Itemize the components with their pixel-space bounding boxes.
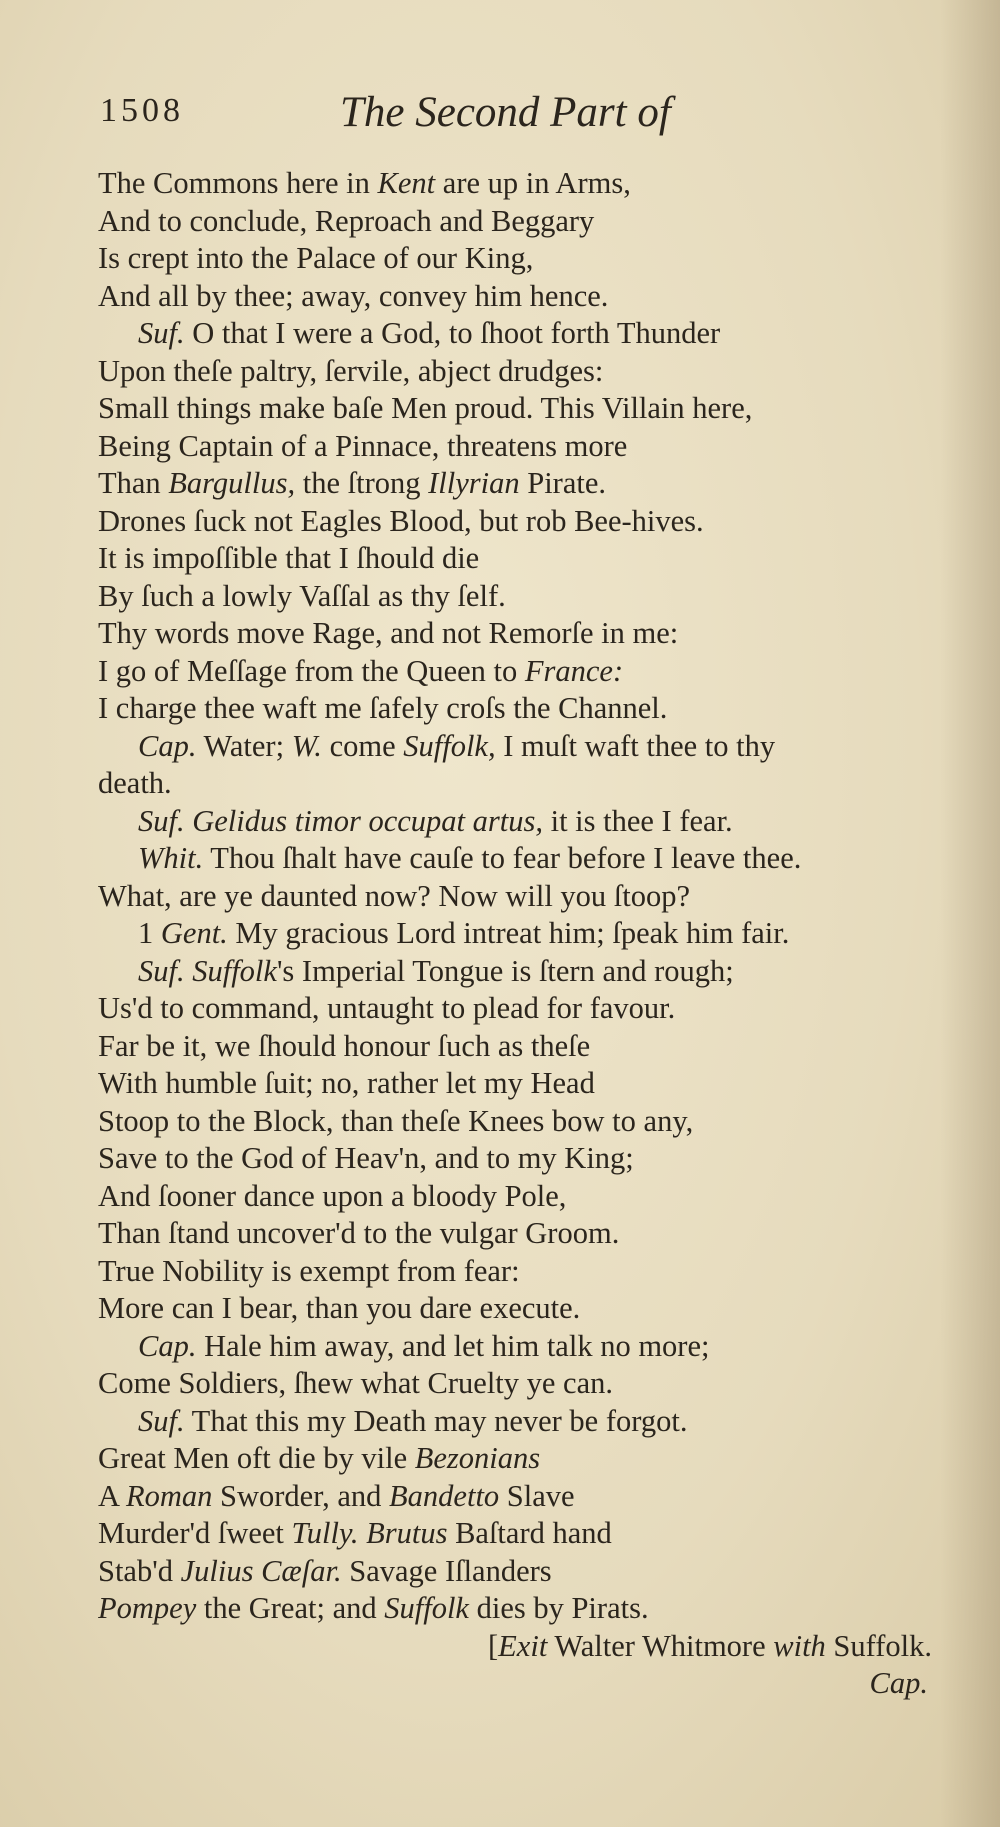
text-span: Murder'd ſweet [98, 1516, 292, 1550]
text-span: Save to the God of Heav'n, and to my King; [98, 1141, 634, 1175]
italic-text: with [773, 1628, 826, 1663]
italic-text: Suf. [138, 316, 185, 350]
text-line [98, 1253, 968, 1291]
text-line [98, 465, 968, 503]
text-span: [ [488, 1628, 499, 1663]
text-span: Stab'd [98, 1553, 181, 1588]
text-span: Being Captain of a Pinnace, threatens more [98, 428, 628, 463]
text-line [98, 615, 968, 653]
text-line [98, 1553, 968, 1591]
text-line [98, 578, 968, 616]
text-line [98, 1065, 968, 1103]
text-line [98, 1103, 968, 1141]
text-line [98, 990, 968, 1028]
text-line [98, 915, 968, 953]
text-line [98, 503, 968, 541]
italic-text: Julius Cæſar. [180, 1553, 342, 1588]
italic-text: Suf. [138, 1403, 185, 1438]
text-line [98, 1290, 968, 1328]
text-line [98, 353, 968, 391]
text-line [98, 728, 968, 766]
text-span: And all by thee; away, convey him hence. [98, 278, 609, 313]
italic-text: Bargullus, [168, 466, 296, 500]
italic-text: Cap. [138, 1328, 197, 1363]
text-span: More can I bear, than you dare execute. [98, 1291, 581, 1325]
text-span: Walter Whitmore [547, 1628, 774, 1663]
text-span: Stoop to the Block, than theſe Knees bow to any, [98, 1103, 694, 1138]
text-span: Sworder, and [212, 1478, 390, 1513]
text-span: Than ſtand uncover'd to the vulgar Groom. [98, 1216, 620, 1250]
text-line [98, 653, 968, 691]
text-span: True Nobility is exempt from fear: [98, 1253, 520, 1288]
page-header [100, 89, 960, 152]
play-text [98, 165, 968, 1703]
text-line [98, 278, 968, 316]
italic-text: France: [524, 653, 624, 688]
italic-text: Brutus [366, 1516, 448, 1550]
italic-text: Whit. [138, 841, 204, 875]
text-span: And to conclude, Reproach and Beggary [98, 203, 595, 238]
text-line [98, 1440, 968, 1478]
text-span: It is impoſſible that I ſhould die [98, 541, 480, 575]
text-span: Come Soldiers, ſhew what Cruelty ye can. [98, 1366, 614, 1400]
italic-text: Cap. [138, 728, 197, 763]
page-number: 1508 [100, 92, 184, 129]
text-span: The Commons here in [98, 166, 378, 200]
text-span: Drones ſuck not Eagles Blood, but rob Bee-hives. [98, 503, 704, 538]
text-line [98, 240, 968, 278]
italic-text: Gent. [160, 916, 228, 950]
text-line [98, 1590, 968, 1628]
catchword: Cap. [869, 1666, 928, 1700]
text-span: I charge thee waft me ſafely croſs the Channel. [98, 691, 668, 725]
text-span: I muſt waft thee to thy [495, 728, 776, 763]
italic-text: Bandetto [389, 1478, 500, 1513]
text-span: Hale him away, and let him talk no more; [196, 1328, 710, 1363]
text-span: Slave [499, 1478, 575, 1513]
text-line [98, 878, 968, 916]
italic-text: Suf. Gelidus timor occupat artus, [138, 803, 543, 838]
text-span: Water; [196, 728, 292, 763]
text-line [98, 428, 968, 466]
text-span: Is crept into the Palace of our King, [98, 241, 534, 275]
text-span: A [98, 1478, 126, 1513]
text-span: Suffolk. [825, 1628, 932, 1663]
text-line [98, 953, 968, 991]
text-span: Savage Iſlanders [341, 1553, 552, 1588]
text-span: By ſuch a lowly Vaſſal as thy ſelf. [98, 578, 506, 613]
italic-text: Suffolk [384, 1591, 469, 1625]
text-line [98, 390, 968, 428]
text-span: Upon theſe paltry, ſervile, abject drudges: [98, 353, 604, 388]
text-line [98, 840, 968, 878]
text-span [358, 1516, 366, 1550]
text-span: come [321, 728, 404, 763]
italic-text: Bezonians [414, 1441, 541, 1475]
text-span: the ſtrong [295, 466, 429, 500]
italic-text: Kent [377, 166, 436, 200]
text-line [98, 1515, 968, 1553]
text-span: What, are ye daunted now? Now will you ſtoop? [98, 878, 691, 913]
italic-text: Illyrian [428, 466, 520, 500]
text-line [98, 1403, 968, 1441]
text-line [98, 165, 968, 203]
text-span: dies by Pirats. [468, 1591, 649, 1625]
text-line [98, 315, 968, 353]
text-line [98, 1478, 968, 1516]
text-line [98, 1328, 968, 1366]
text-span: With humble ſuit; no, rather let my Head [98, 1066, 595, 1100]
text-line [98, 203, 968, 241]
text-span: And ſooner dance upon a bloody Pole, [98, 1178, 567, 1213]
text-span: Us'd to command, untaught to plead for favour. [98, 991, 676, 1025]
text-span: Thy words move Rage, and not Remorſe in me: [98, 616, 679, 650]
text-line [98, 765, 968, 803]
italic-text: Suf. Suffolk [138, 953, 277, 988]
italic-text: Exit [498, 1628, 548, 1663]
text-span: are up in Arms, [435, 166, 631, 200]
text-span: I go of Meſſage from the Queen to [98, 653, 525, 688]
italic-text: Pompey [98, 1591, 197, 1625]
text-span: Small things make baſe Men proud. This Villain here, [98, 391, 753, 425]
text-span: Thou ſhalt have cauſe to fear before I leave thee. [203, 841, 802, 875]
italic-text: Suffolk, [403, 728, 496, 763]
text-span: Than [98, 466, 169, 500]
text-span: Baſtard hand [447, 1516, 612, 1550]
text-span: Pirate. [519, 466, 607, 500]
stage-direction [98, 1628, 968, 1666]
text-line [98, 690, 968, 728]
text-span: Far be it, we ſhould honour ſuch as theſe [98, 1028, 591, 1063]
running-title: The Second Part of [340, 89, 671, 136]
text-line [98, 1140, 968, 1178]
italic-text: W. [291, 728, 322, 763]
text-span: death. [98, 766, 172, 800]
text-line [98, 1178, 968, 1216]
text-span: 1 [138, 916, 161, 950]
italic-text: Tully. [291, 1516, 359, 1550]
text-span: 's Imperial Tongue is ſtern and rough; [276, 953, 734, 988]
text-span: My gracious Lord intreat him; ſpeak him fair. [227, 916, 790, 950]
text-span: it is thee I fear. [542, 803, 733, 838]
text-line [98, 540, 968, 578]
italic-text: Roman [125, 1478, 213, 1513]
text-span: the Great; and [196, 1591, 385, 1625]
text-line [98, 803, 968, 841]
text-span: Great Men oft die by vile [98, 1441, 415, 1475]
text-line [98, 1028, 968, 1066]
text-line [98, 1215, 968, 1253]
text-span: O that I were a God, to ſhoot forth Thunder [184, 316, 721, 350]
text-span: That this my Death may never be forgot. [184, 1403, 688, 1438]
text-line [98, 1365, 968, 1403]
